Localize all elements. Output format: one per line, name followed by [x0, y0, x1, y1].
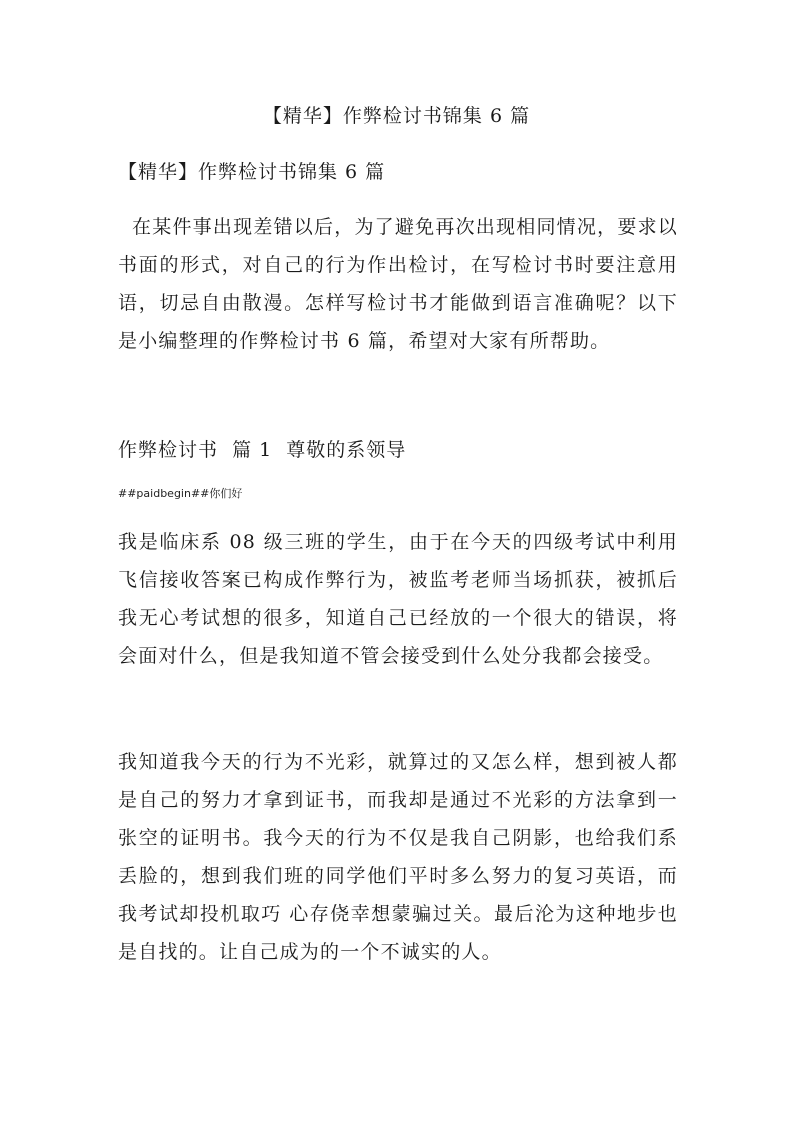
intro-paragraph: 在某件事出现差错以后，为了避免再次出现相同情况，要求以书面的形式，对自己的行为作出检讨，在写检讨书时要注意用语，切忌自由散漫。怎样写检讨书才能做到语言准确呢？以下是小编整理的作弊检讨书 6 篇，希望对大家有所帮助。 [118, 216, 678, 352]
body-paragraph-2: 我知道我今天的行为不光彩，就算过的又怎么样，想到被人都是自己的努力才拿到证书，而我却是通过不光彩的方法拿到一张空的证明书。我今天的行为不仅是我自己阴影，也给我们系丢脸的，想到我们班的同学他们平时多么努力的复习英语，而我考试却投机取巧 心存侥幸想蒙骗过关。最后沦为这种地步也是自找的。让自己成为的一个不诚实的人。 [118, 751, 678, 963]
document-title: 【精华】作弊检讨书锦集 6 篇 [262, 105, 531, 127]
document-subtitle: 【精华】作弊检讨书锦集 6 篇 [118, 161, 386, 183]
marker-note: ##paidbegin##你们好 [118, 487, 243, 500]
body-paragraph-1: 我是临床系 08 级三班的学生，由于在今天的四级考试中利用飞信接收答案已构成作弊行为，被监考老师当场抓获，被抓后我无心考试想的很多，知道自己已经放的一个很大的错误，将会面对什么，但是我知道不管会接受到什么处分我都会接受。 [118, 531, 678, 667]
section-heading: 作弊检讨书 篇 1 尊敬的系领导 [118, 439, 407, 461]
